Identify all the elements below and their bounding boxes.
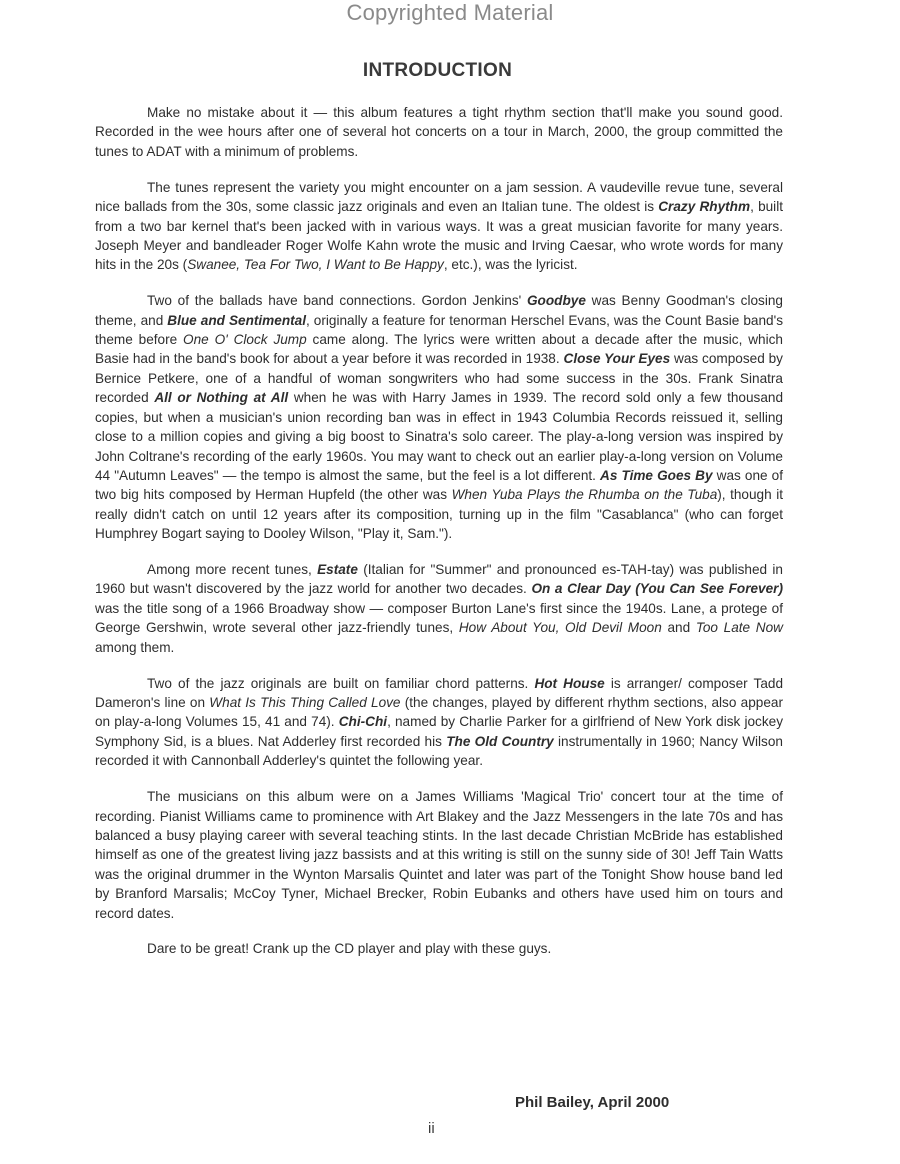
- paragraph-1: [95, 103, 783, 161]
- text-run: Two of the ballads have band connections. Gordon Jenkins': [147, 293, 527, 309]
- text-run: was the title song of a 1966 Broadway show — composer Burton Lane's first since the 1940s. Lane, a protege of George Gershwin, wrote several other jazz-friendly tunes,: [95, 600, 783, 636]
- text-run: was composed by Bernice Petkere, one of a handful of woman songwriters who had some success in the 30s. Frank Sinatra recorded: [95, 351, 783, 406]
- paragraph-3: [95, 291, 783, 543]
- italic-title: What Is This Thing Called Love: [209, 694, 401, 710]
- text-run: (the changes, played by different rhythm sections, also appear on play-a-long Volumes 15, 41 and 74).: [95, 694, 783, 730]
- song-title: Close Your Eyes: [563, 351, 671, 367]
- text-run: came along. The lyrics were written about a decade after the music, which Basie had in the band's book for about a year before it was recorded in 1938.: [95, 332, 783, 367]
- text-run: , etc.), was the lyricist.: [443, 257, 578, 273]
- song-title: As Time Goes By: [600, 467, 713, 483]
- paragraph-4: [95, 560, 783, 657]
- author-signature: Phil Bailey, April 2000: [515, 1094, 670, 1111]
- text-run: , named by Charlie Parker for a girlfriend of New York disk jockey Symphony Sid, is a blues. Nat Adderley first recorded his: [95, 714, 783, 749]
- paragraph-2: [95, 178, 783, 275]
- text-run: , originally a feature for tenorman Herschel Evans, was the Count Basie band's theme before: [95, 312, 783, 348]
- page-number: ii: [428, 1120, 435, 1137]
- italic-title: When Yuba Plays the Rhumba on the Tuba: [451, 487, 718, 503]
- text-run: Make no mistake about it — this album features a tight rhythm section that'll make you sound good. Recorded in the wee hours after one of several hot concerts on a tour in March, 2000, the group committed the tunes to ADAT with a minimum of problems.: [95, 105, 783, 159]
- italic-title: Swanee, Tea For Two, I Want to Be Happy: [187, 257, 444, 273]
- text-run: was Benny Goodman's closing theme, and: [95, 293, 783, 328]
- text-run: was one of two big hits composed by Herman Hupfeld (the other was: [95, 467, 783, 503]
- text-run: Among more recent tunes,: [147, 562, 318, 578]
- text-run: , built from a two bar kernel that's been jacked with in various ways. It was a great musician favorite for many years. Joseph Meyer and bandleader Roger Wolfe Kahn wrote the music and Irving Caesar, who wrote words for many hits in the 20s (: [95, 199, 784, 273]
- song-title: Goodbye: [526, 293, 586, 309]
- italic-title: Too Late Now: [695, 620, 783, 636]
- text-run: and: [661, 620, 696, 636]
- text-run: (Italian for "Summer" and pronounced es-TAH-tay) was published in 1960 but wasn't discovered by the jazz world for another two decades.: [95, 562, 783, 597]
- song-title: On a Clear Day (You Can See Forever): [531, 581, 783, 597]
- italic-title: How About You, Old Devil Moon: [458, 620, 662, 636]
- italic-title: One O' Clock Jump: [183, 332, 307, 348]
- text-run: instrumentally in 1960; Nancy Wilson recorded it with Cannonball Adderley's quintet the following year.: [95, 733, 783, 769]
- copyright-watermark: Copyrighted Material: [346, 0, 554, 25]
- text-run: Two of the jazz originals are built on familiar chord patterns.: [147, 675, 535, 691]
- page-title: INTRODUCTION: [362, 60, 513, 81]
- song-title: All or Nothing at All: [154, 390, 289, 406]
- text-run: is arranger/ composer Tadd Dameron's line on: [95, 675, 784, 710]
- song-title: Estate: [317, 562, 358, 578]
- song-title: The Old Country: [446, 733, 554, 749]
- text-run: The tunes represent the variety you might encounter on a jam session. A vaudeville revue tune, several nice ballads from the 30s, some classic jazz originals and even an Italian tune. The oldest is: [95, 179, 783, 215]
- text-run: when he was with Harry James in 1939. The record sold only a few thousand copies, but when a musician's union recording ban was in effect in 1943 Columbia Records reissued it, selling close to a million copies and giving a big boost to Sinatra's solo career. The play-a-long version was inspired by John Coltrane's recording of the early 1960s. You may want to check out an earlier play-a-long version on Volume 44 "Autumn Leaves" — the tempo is almost the same, but the feel is a lot different.: [95, 390, 783, 483]
- introduction-body: [95, 103, 783, 975]
- text-run: among them.: [95, 639, 175, 655]
- song-title: Blue and Sentimental: [167, 312, 306, 328]
- text-run: The musicians on this album were on a James Williams 'Magical Trio' concert tour at the time of recording. Pianist Williams came to prominence with Art Blakey and the Jazz Messengers in the late 70s and has balanced a busy playing career with several teaching stints. In the last decade Christian McBride has established himself as one of the greatest living jazz bassists and at this writing is still on the sunny side of 30! Jeff Tain Watts was the original drummer in the Wynton Marsalis Quintet and later was part of the Tonight Show house band led by Branford Marsalis; McCoy Tyner, Michael Brecker, Robin Eubanks and others have used him on tours and record dates.: [95, 789, 783, 921]
- paragraph-7: [95, 939, 783, 958]
- paragraph-6: [95, 787, 783, 923]
- song-title: Crazy Rhythm: [658, 199, 751, 215]
- song-title: Chi-Chi: [338, 714, 388, 730]
- paragraph-5: [95, 674, 783, 771]
- text-run: Dare to be great! Crank up the CD player and play with these guys.: [147, 941, 552, 957]
- song-title: Hot House: [534, 675, 605, 691]
- text-run: ), though it really didn't catch on until 12 years after its composition, turning up in the film "Casablanca" (who can forget Humphrey Bogart saying to Dooley Wilson, "Play it, Sam.").: [95, 487, 783, 542]
